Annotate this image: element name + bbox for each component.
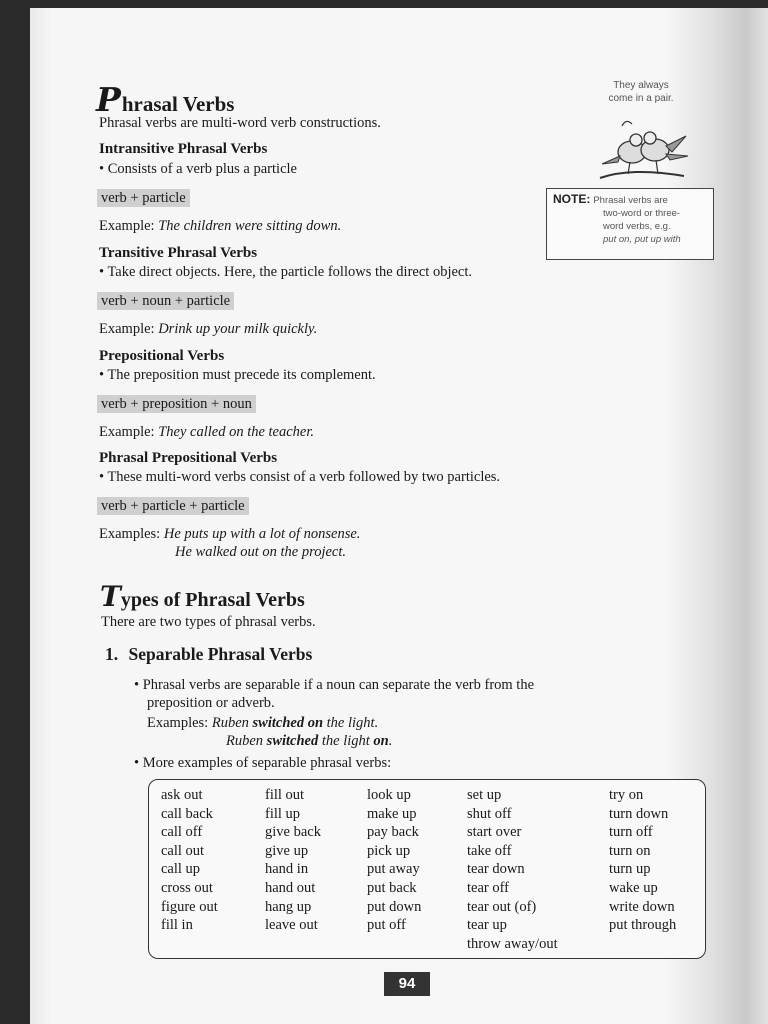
verb-item: give up xyxy=(265,842,309,859)
section-title-types xyxy=(100,580,305,613)
example-text: the light xyxy=(318,733,374,749)
verb-column xyxy=(609,786,676,935)
note-line: word verbs, e.g. xyxy=(603,221,671,232)
subsection-number: 1. xyxy=(105,644,119,664)
example-text: Ruben xyxy=(226,733,267,749)
verb-item: give back xyxy=(265,824,321,841)
heading-phrasal-prepositional: Phrasal Prepositional Verbs xyxy=(99,450,278,466)
verb-item: tear out (of) xyxy=(467,898,537,915)
note-line: two-word or three- xyxy=(603,208,681,219)
verb-item: wake up xyxy=(609,879,658,896)
verb-item: set up xyxy=(467,787,502,803)
verb-item: put off xyxy=(367,917,406,934)
heading-intransitive: Intransitive Phrasal Verbs xyxy=(99,141,268,157)
subsection-title: Separable Phrasal Verbs xyxy=(128,644,313,664)
verb-item: try on xyxy=(609,787,644,803)
example-label: Examples: xyxy=(99,526,161,542)
verb-item: hang up xyxy=(265,898,312,915)
example-text: He puts up with a lot of nonsense. xyxy=(163,526,361,542)
verb-item: put through xyxy=(609,917,677,934)
verb-item: take off xyxy=(467,842,512,859)
types-intro: There are two types of phrasal verbs. xyxy=(101,614,316,630)
verb-item: call off xyxy=(161,824,203,841)
title-dropcap: T xyxy=(100,580,121,613)
bullet-intransitive: • Consists of a verb plus a particle xyxy=(99,161,297,177)
example-text-2: He walked out on the project. xyxy=(175,544,347,560)
verb-item: fill up xyxy=(265,805,301,822)
title-text: ypes of Phrasal Verbs xyxy=(120,589,305,611)
example-text: The children were sitting down. xyxy=(158,218,342,234)
verb-item: call up xyxy=(161,861,201,878)
verb-item: turn down xyxy=(609,805,669,822)
example-bold: switched xyxy=(266,733,319,749)
page xyxy=(30,8,768,1024)
verb-item: put down xyxy=(367,898,422,915)
verb-item: turn off xyxy=(609,824,653,841)
verb-column xyxy=(467,786,558,953)
verb-column xyxy=(265,786,321,935)
verb-item: ask out xyxy=(161,787,203,803)
subsection-separable xyxy=(105,644,312,665)
verb-item: fill in xyxy=(161,917,193,934)
example-transitive xyxy=(99,320,317,338)
verb-item: hand out xyxy=(265,879,316,896)
verb-column xyxy=(161,786,218,935)
example-label: Examples: xyxy=(147,715,209,731)
verb-item: make up xyxy=(367,805,417,822)
verb-item: turn on xyxy=(609,842,651,859)
example-label: Example: xyxy=(99,424,155,440)
verb-item: look up xyxy=(367,787,411,803)
verb-item: tear down xyxy=(467,861,525,878)
separable-example-1 xyxy=(147,714,378,732)
caption-line: They always xyxy=(613,80,669,91)
bullet-transitive: • Take direct objects. Here, the particle follows the direct object. xyxy=(99,264,472,280)
separable-example-2 xyxy=(226,732,392,750)
example-text: the light. xyxy=(323,715,379,731)
note-box xyxy=(546,188,714,260)
example-label: Example: xyxy=(99,321,155,337)
verb-item: tear up xyxy=(467,917,507,934)
verb-item: pick up xyxy=(367,842,411,859)
separable-bullet-cont: preposition or adverb. xyxy=(147,695,275,711)
heading-transitive: Transitive Phrasal Verbs xyxy=(99,245,258,261)
example-label: Example: xyxy=(99,218,155,234)
heading-prepositional: Prepositional Verbs xyxy=(99,348,225,364)
title-dropcap: P xyxy=(96,80,121,119)
verb-item: pay back xyxy=(367,824,419,841)
title-text: hrasal Verbs xyxy=(121,92,235,116)
intro-text: Phrasal verbs are multi-word verb constructions. xyxy=(99,115,381,131)
note-label: NOTE: xyxy=(553,192,591,206)
birds-illustration xyxy=(592,112,692,188)
formula-phrasal-prepositional: verb + particle + particle xyxy=(97,497,249,515)
verb-item: call back xyxy=(161,805,213,822)
separable-bullet: • Phrasal verbs are separable if a noun can separate the verb from the xyxy=(134,677,535,693)
verb-item: shut off xyxy=(467,805,512,822)
bird-caption xyxy=(596,79,686,105)
note-line: Phrasal verbs are xyxy=(593,195,668,206)
example-bold: switched on xyxy=(252,715,324,731)
note-line: put on, put up with xyxy=(603,234,681,245)
verb-item: figure out xyxy=(161,898,218,915)
verb-column xyxy=(367,786,421,935)
example-bold: on xyxy=(373,733,389,749)
caption-line: come in a pair. xyxy=(608,93,674,104)
verb-item: tear off xyxy=(467,879,509,896)
formula-intransitive: verb + particle xyxy=(97,189,190,207)
verb-item: leave out xyxy=(265,917,318,934)
example-text: They called on the teacher. xyxy=(158,424,315,440)
verb-item: turn up xyxy=(609,861,651,878)
example-text: Drink up your milk quickly. xyxy=(158,321,318,337)
verb-item: put away xyxy=(367,861,420,878)
verb-item: start over xyxy=(467,824,522,841)
verb-item: write down xyxy=(609,898,675,915)
more-examples-bullet: • More examples of separable phrasal verbs: xyxy=(134,755,392,771)
verb-item: cross out xyxy=(161,879,213,896)
bullet-phrasal-prepositional: • These multi-word verbs consist of a verb followed by two particles. xyxy=(99,469,501,485)
page-number: 94 xyxy=(384,972,430,996)
example-text: . xyxy=(388,733,393,749)
verb-item: throw away/out xyxy=(467,935,558,952)
formula-transitive: verb + noun + particle xyxy=(97,292,234,310)
verb-item: fill out xyxy=(265,787,305,803)
verb-item: call out xyxy=(161,842,205,859)
verb-item: hand in xyxy=(265,861,309,878)
bullet-prepositional: • The preposition must precede its complement. xyxy=(99,367,376,383)
formula-prepositional: verb + preposition + noun xyxy=(97,395,256,413)
example-text: Ruben xyxy=(211,715,253,731)
example-prepositional xyxy=(99,423,314,441)
example-intransitive xyxy=(99,217,341,235)
example-phrasal-prepositional xyxy=(99,525,360,543)
verb-item: put back xyxy=(367,879,417,896)
verb-table xyxy=(148,779,706,959)
